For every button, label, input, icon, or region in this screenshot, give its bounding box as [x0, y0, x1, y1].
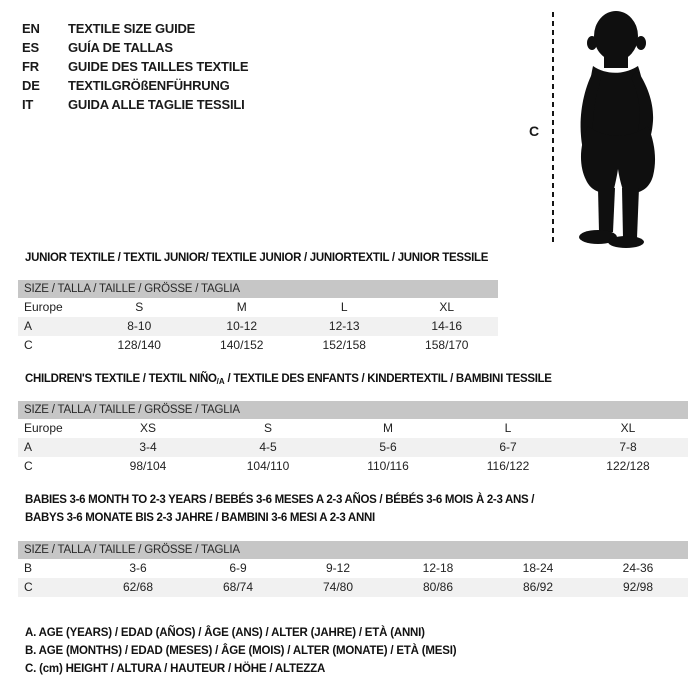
measurement-legend — [25, 624, 456, 678]
section-title-children — [25, 370, 552, 391]
title-text: CHILDREN'S TEXTILE / TEXTIL NIÑO — [25, 373, 217, 385]
title-line-2: BABYS 3-6 MONATE BIS 2-3 JAHRE / BAMBINI 3-6 MESI A 2-3 ANNI — [25, 512, 375, 524]
size-cell: M — [236, 300, 247, 314]
table-row-height-cm — [18, 336, 498, 355]
table-row-europe — [18, 419, 688, 438]
language-code: EN — [22, 21, 40, 36]
size-cell: S — [135, 300, 144, 314]
age-cell: 18-24 — [522, 561, 554, 575]
age-cell: 8-10 — [127, 319, 152, 333]
title-text: / TEXTILE DES ENFANTS / KINDERTEXTIL / BAMBINI TESSILE — [224, 373, 552, 385]
language-row-de — [22, 76, 248, 95]
height-cell: 98/104 — [129, 459, 167, 473]
row-label: B — [24, 561, 33, 575]
title-subscript: /A — [216, 377, 225, 386]
language-title-list — [22, 19, 248, 114]
age-cell: 12-18 — [422, 561, 454, 575]
size-cell: L — [340, 300, 348, 314]
age-cell: 3-6 — [129, 561, 147, 575]
age-cell: 7-8 — [619, 440, 637, 454]
height-cell: 152/158 — [322, 338, 366, 352]
age-cell: 14-16 — [431, 319, 463, 333]
height-cell: 104/110 — [246, 459, 290, 473]
toddler-silhouette-image — [560, 8, 675, 248]
height-cell: 80/86 — [422, 580, 454, 594]
size-header-row: SIZE / TALLA / TAILLE / GRÖSSE / TAGLIA — [18, 401, 688, 419]
height-measure-label: C — [529, 123, 540, 139]
language-row-it — [22, 95, 248, 114]
table-row-age-years — [18, 438, 688, 457]
height-cell: 68/74 — [222, 580, 254, 594]
children-size-table — [18, 401, 688, 476]
language-row-en — [22, 19, 248, 38]
size-cell: XL — [439, 300, 455, 314]
language-code: FR — [22, 59, 39, 74]
row-label: C — [24, 338, 33, 352]
row-label: C — [24, 459, 33, 473]
language-title: GUIDE DES TAILLES TEXTILE — [68, 59, 249, 74]
title-line-1: BABIES 3-6 MONTH TO 2-3 YEARS / BEBÉS 3-6 MESES A 2-3 AÑOS / BÉBÉS 3-6 MOIS À 2-3 ANS / — [25, 494, 535, 506]
language-code: DE — [22, 78, 40, 93]
age-cell: 4-5 — [259, 440, 277, 454]
table-row-age-months — [18, 559, 688, 578]
size-cell: XL — [620, 421, 636, 435]
height-cell: 110/116 — [367, 459, 409, 473]
language-title: GUÍA DE TALLAS — [68, 40, 173, 55]
age-cell: 5-6 — [379, 440, 397, 454]
height-cell: 116/122 — [486, 459, 530, 473]
age-cell: 6-9 — [229, 561, 247, 575]
age-cell: 3-4 — [139, 440, 157, 454]
age-cell: 10-12 — [226, 319, 258, 333]
height-cell: 92/98 — [622, 580, 654, 594]
height-cell: 86/92 — [522, 580, 554, 594]
height-cell: 122/128 — [606, 459, 650, 473]
size-cell: XS — [139, 421, 156, 435]
legend-line-b: B. AGE (MONTHS) / EDAD (MESES) / ÂGE (MOIS) / ALTER (MONATE) / ETÀ (MESI) — [25, 645, 457, 657]
table-row-age-years — [18, 317, 498, 336]
legend-line-c: C. (cm) HEIGHT / ALTURA / HAUTEUR / HÖHE / ALTEZZA — [25, 663, 326, 675]
language-title: TEXTILGRÖßENFÜHRUNG — [68, 78, 230, 93]
table-row-europe — [18, 298, 498, 317]
age-cell: 24-36 — [622, 561, 654, 575]
language-row-es — [22, 38, 248, 57]
language-code: ES — [22, 40, 39, 55]
junior-size-table — [18, 280, 498, 355]
table-row-height-cm — [18, 457, 688, 476]
age-cell: 9-12 — [325, 561, 351, 575]
height-cell: 140/152 — [220, 338, 264, 352]
row-label: A — [24, 319, 33, 333]
language-row-fr — [22, 57, 248, 76]
table-row-height-cm — [18, 578, 688, 597]
height-cell: 128/140 — [117, 338, 161, 352]
babies-size-table — [18, 541, 688, 597]
height-measure-dashed-line — [552, 12, 554, 243]
height-cell: 62/68 — [122, 580, 154, 594]
row-label: A — [24, 440, 33, 454]
size-header-row: SIZE / TALLA / TAILLE / GRÖSSE / TAGLIA — [18, 280, 498, 298]
language-title: TEXTILE SIZE GUIDE — [68, 21, 196, 36]
row-label: Europe — [24, 421, 63, 435]
height-cell: 74/80 — [322, 580, 354, 594]
age-cell: 6-7 — [499, 440, 517, 454]
row-label: Europe — [24, 300, 63, 314]
age-cell: 12-13 — [328, 319, 360, 333]
language-code: IT — [22, 97, 34, 112]
size-header-row: SIZE / TALLA / TAILLE / GRÖSSE / TAGLIA — [18, 541, 688, 559]
size-cell: M — [383, 421, 393, 435]
size-cell: S — [263, 421, 272, 435]
row-label: C — [24, 580, 33, 594]
section-title-babies — [25, 491, 534, 527]
section-title-junior: JUNIOR TEXTILE / TEXTIL JUNIOR/ TEXTILE JUNIOR / JUNIORTEXTIL / JUNIOR TESSILE — [25, 252, 489, 264]
size-cell: L — [504, 421, 512, 435]
language-title: GUIDA ALLE TAGLIE TESSILI — [68, 97, 245, 112]
legend-line-a: A. AGE (YEARS) / EDAD (AÑOS) / ÂGE (ANS) / ALTER (JAHRE) / ETÀ (ANNI) — [25, 627, 425, 639]
height-cell: 158/170 — [425, 338, 469, 352]
